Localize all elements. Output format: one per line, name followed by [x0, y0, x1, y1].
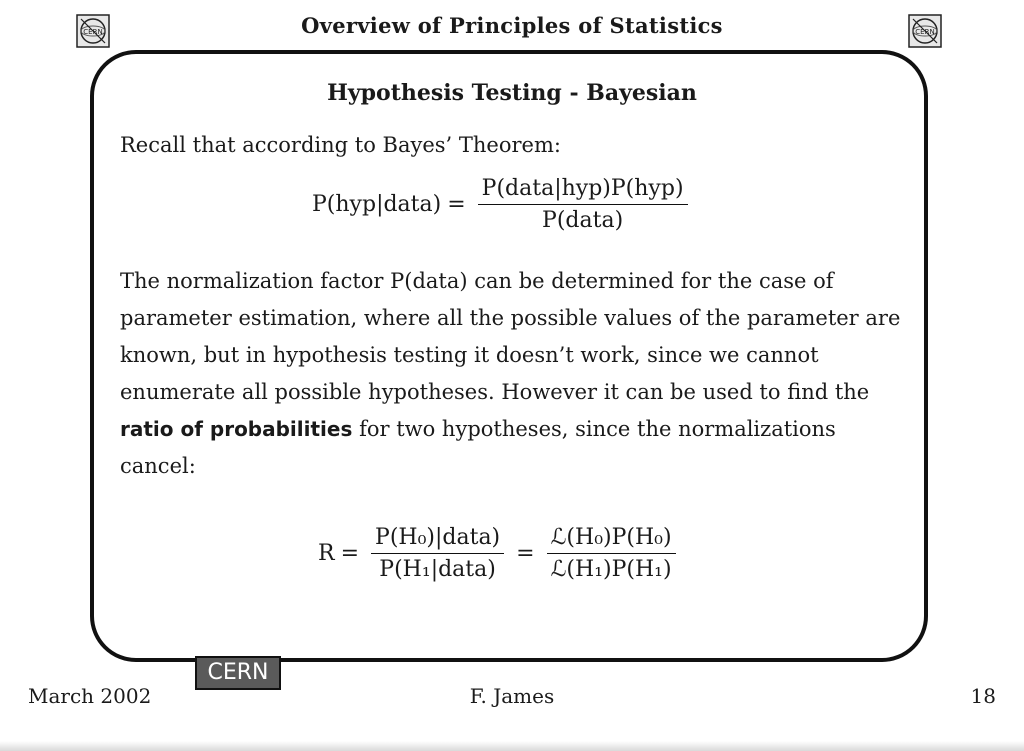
cern-label-box: CERN — [195, 656, 281, 690]
posterior-denominator: P(H₁|data) — [379, 557, 496, 582]
bayes-fraction — [478, 176, 688, 233]
ratio-equation — [318, 525, 682, 582]
page-number: 18 — [970, 684, 996, 708]
body-paragraph — [120, 263, 910, 485]
paragraph-text: The normalization factor P(data) can be determined for the case of parameter estimation, where all the possible values of the parameter are known, but in hypothesis testing it doesn’t work, since we cannot enumerate all possible hypotheses. However it can be used to find the — [120, 269, 901, 404]
svg-text:CERN: CERN — [915, 28, 935, 36]
paragraph-text-end: for two hypotheses, since the normalizations cancel: — [120, 417, 836, 478]
likelihood-denominator: ℒ(H₁)P(H₁) — [550, 557, 672, 582]
bayes-equation — [312, 176, 694, 233]
bayes-equals: = — [447, 192, 466, 217]
bayes-numerator: P(data|hyp)P(hyp) — [478, 176, 688, 205]
footer-author: F. James — [469, 684, 555, 708]
ratio-fraction-posterior — [371, 525, 504, 582]
posterior-numerator: P(H₀)|data) — [371, 525, 504, 554]
ratio-fraction-likelihood — [547, 525, 676, 582]
footer-date: March 2002 — [28, 684, 152, 708]
likelihood-numerator: ℒ(H₀)P(H₀) — [547, 525, 676, 554]
header-title: Overview of Principles of Statistics — [301, 13, 723, 38]
recall-text: Recall that according to Bayes’ Theorem: — [120, 133, 561, 157]
scan-edge-shade — [0, 741, 1024, 751]
ratio-equals: = — [340, 541, 360, 566]
bayes-lhs: P(hyp|data) — [312, 192, 442, 217]
ratio-lhs: R — [318, 541, 335, 566]
ratio-equals-2: = — [516, 541, 535, 566]
bayes-denominator: P(data) — [542, 208, 624, 233]
slide-title: Hypothesis Testing - Bayesian — [327, 80, 697, 106]
paragraph-bold-term: ratio of probabilities — [120, 417, 353, 441]
svg-text:CERN: CERN — [83, 28, 103, 36]
